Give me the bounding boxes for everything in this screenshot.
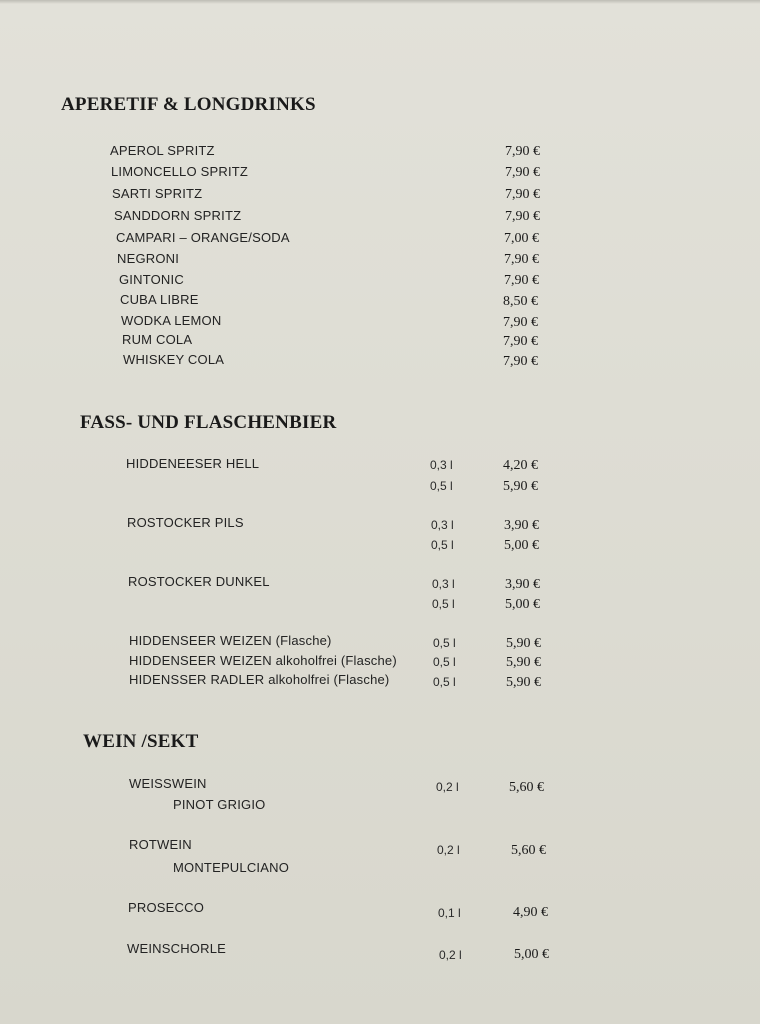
- menu-item-name: SANDDORN SPRITZ: [114, 208, 242, 223]
- menu-item-price: 7,00 €: [504, 231, 539, 246]
- menu-item-name: WHISKEY COLA: [123, 352, 225, 367]
- menu-item-price: 5,90 €: [506, 675, 541, 690]
- menu-item-name: ROSTOCKER PILS: [127, 515, 244, 530]
- menu-item-volume: 0,2 l: [437, 843, 460, 857]
- menu-item-name: APEROL SPRITZ: [110, 143, 215, 158]
- menu-item-name: RUM COLA: [122, 332, 193, 347]
- menu-item-volume: 0,5 l: [431, 538, 454, 552]
- menu-item-name: CUBA LIBRE: [120, 292, 199, 307]
- menu-item-name: PROSECCO: [128, 900, 205, 915]
- menu-item-name: ROTWEIN: [129, 837, 192, 852]
- menu-item-volume: 0,3 l: [431, 518, 454, 532]
- menu-item-name: HIDDENSEER WEIZEN (Flasche): [129, 633, 332, 648]
- page-top-shadow: [0, 0, 760, 4]
- menu-item-price: 7,90 €: [503, 334, 538, 349]
- menu-item-price: 5,00 €: [514, 947, 549, 962]
- menu-item-name: CAMPARI – ORANGE/SODA: [116, 230, 290, 245]
- menu-item-volume: 0,5 l: [433, 655, 456, 669]
- menu-item-price: 5,00 €: [505, 597, 540, 612]
- menu-item-price: 7,90 €: [503, 354, 538, 369]
- menu-item-price: 5,90 €: [506, 655, 541, 670]
- menu-item-price: 7,90 €: [505, 187, 540, 202]
- menu-item-price: 5,90 €: [503, 479, 538, 494]
- menu-item-price: 4,20 €: [503, 458, 538, 473]
- menu-item-price: 5,90 €: [506, 636, 541, 651]
- menu-item-name: WEINSCHORLE: [127, 941, 226, 956]
- menu-item-variety: PINOT GRIGIO: [173, 797, 266, 812]
- menu-item-volume: 0,5 l: [433, 675, 456, 689]
- menu-item-name: NEGRONI: [117, 251, 180, 266]
- section-title-aperitif: APERETIF & LONGDRINKS: [61, 94, 316, 115]
- menu-item-volume: 0,3 l: [432, 577, 455, 591]
- menu-item-name: HIDENSSER RADLER alkoholfrei (Flasche): [129, 672, 390, 687]
- menu-item-price: 3,90 €: [505, 577, 540, 592]
- menu-item-name: LIMONCELLO SPRITZ: [111, 164, 249, 179]
- menu-item-price: 5,60 €: [509, 780, 544, 795]
- menu-item-volume: 0,5 l: [433, 636, 456, 650]
- menu-item-price: 7,90 €: [504, 252, 539, 267]
- menu-item-volume: 0,2 l: [439, 948, 462, 962]
- menu-item-price: 7,90 €: [505, 165, 540, 180]
- menu-item-name: HIDDENEESER HELL: [126, 456, 260, 471]
- menu-item-price: 8,50 €: [503, 294, 538, 309]
- menu-item-price: 7,90 €: [504, 273, 539, 288]
- menu-item-volume: 0,5 l: [432, 597, 455, 611]
- menu-item-volume: 0,2 l: [436, 780, 459, 794]
- menu-item-price: 3,90 €: [504, 518, 539, 533]
- section-title-wine: WEIN /SEKT: [83, 731, 199, 752]
- menu-item-volume: 0,3 l: [430, 458, 453, 472]
- section-title-beer: FASS- UND FLASCHENBIER: [80, 412, 337, 433]
- menu-item-name: ROSTOCKER DUNKEL: [128, 574, 270, 589]
- menu-item-name: WEISSWEIN: [129, 776, 207, 791]
- menu-item-name: HIDDENSEER WEIZEN alkoholfrei (Flasche): [129, 653, 397, 668]
- menu-item-price: 7,90 €: [505, 144, 540, 159]
- menu-item-name: SARTI SPRITZ: [112, 186, 203, 201]
- menu-item-price: 5,00 €: [504, 538, 539, 553]
- menu-item-volume: 0,1 l: [438, 906, 461, 920]
- menu-item-name: GINTONIC: [119, 272, 184, 287]
- menu-item-name: WODKA LEMON: [121, 313, 222, 328]
- menu-item-price: 7,90 €: [505, 209, 540, 224]
- menu-item-price: 5,60 €: [511, 843, 546, 858]
- menu-item-price: 7,90 €: [503, 315, 538, 330]
- menu-item-price: 4,90 €: [513, 905, 548, 920]
- menu-item-volume: 0,5 l: [430, 479, 453, 493]
- menu-item-variety: MONTEPULCIANO: [173, 860, 290, 875]
